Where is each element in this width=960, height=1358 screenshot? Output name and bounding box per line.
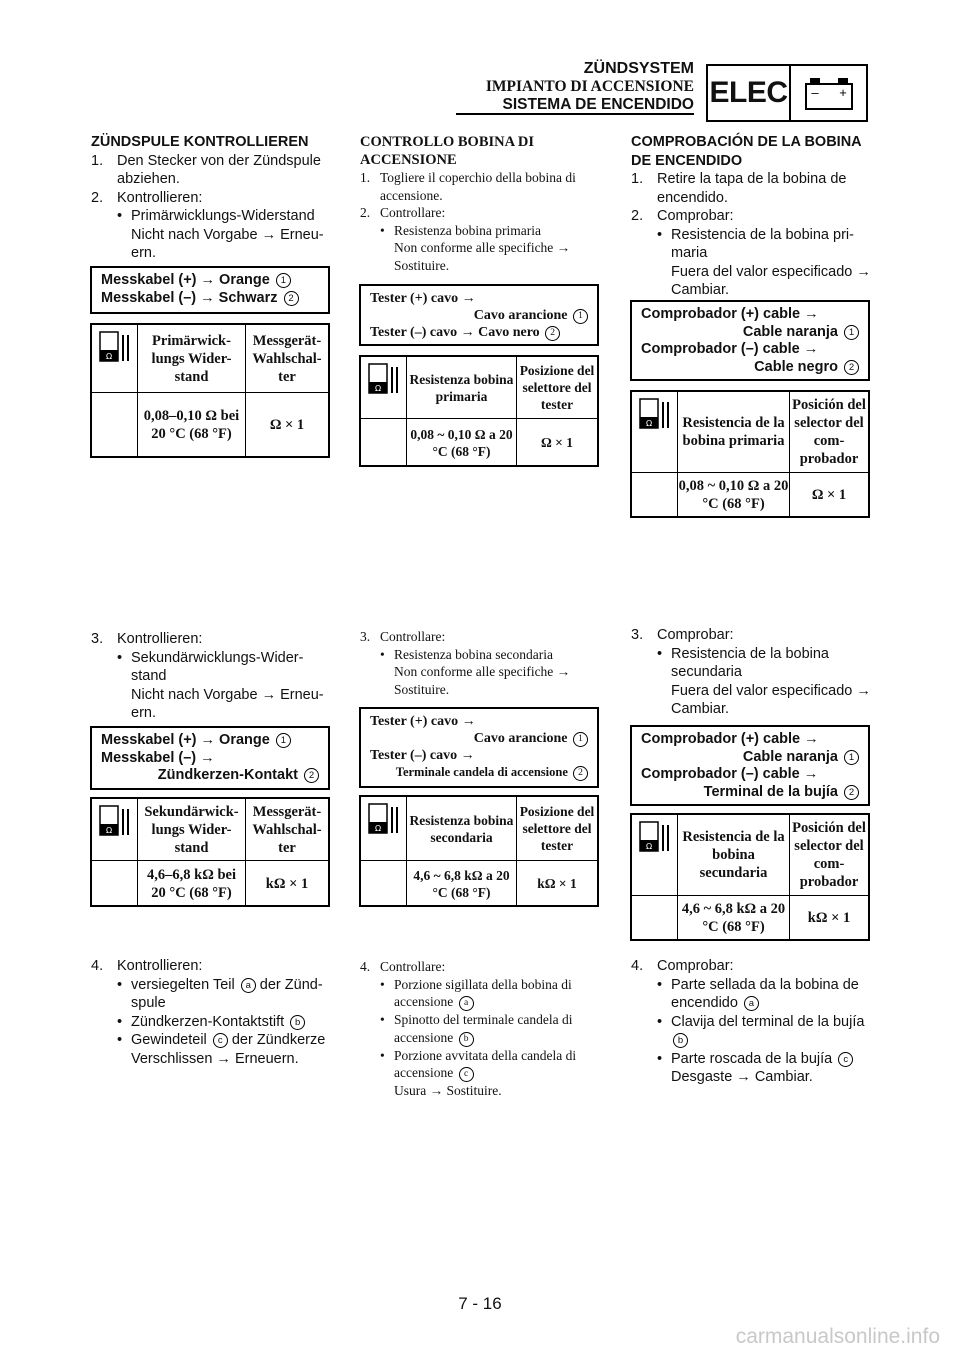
es-t1-header-1: Resistencia de la bobina primaria xyxy=(678,392,790,472)
es-step-2: Comprobar: xyxy=(657,208,734,224)
es-spec-table-1 xyxy=(630,390,870,518)
de-step-3-item: Sekundärwicklungs-Wider-stand xyxy=(131,649,304,684)
it-connection-box-1: Tester (+) cavo → Cavo arancione 1 Tester (–) cavo → Cavo nero 2 xyxy=(359,284,599,346)
it-step-3-item: Resistenza bobina secondaria xyxy=(394,646,553,662)
de-step-4-note: Verschlissen → Erneuern. xyxy=(131,1050,299,1067)
it-step-2-note: Non conforme alle specifiche → Sostituire. xyxy=(394,240,571,273)
es-title: COMPROBACIÓN DE LA BOBINA DE ENCENDIDO xyxy=(631,134,862,169)
it-step-3: Controllare: xyxy=(380,629,446,644)
it-title: CONTROLLO BOBINA DI ACCENSIONE xyxy=(360,134,535,168)
de-step-1: Den Stecker von der Zündspule abziehen. xyxy=(117,152,321,187)
battery-icon xyxy=(800,75,858,111)
section-badge xyxy=(706,64,868,122)
it-t2-header-2: Posizione del selettore del tester xyxy=(519,804,595,853)
de-step-2: Kontrollieren: xyxy=(117,189,203,206)
de-section-4: 4. Kontrollieren: • versiegelten Teil a der Zünd-spule • Zündkerzen-Kontaktstift b • Gewindeteil c der Zündkerze Verschlissen → Erneuern. xyxy=(91,957,331,1068)
es-step-4-item-2: Clavija del terminal de la bujía b xyxy=(671,1013,865,1046)
it-step-4: Controllare: xyxy=(380,959,446,974)
multimeter-icon xyxy=(639,398,671,430)
es-step-4: Comprobar: xyxy=(657,958,734,974)
it-section-4: 4. Controllare: • Porzione sigillata della bobina di accensione a • Spinotto del terminale candela di accensione b • Porzione avvitata della candela di accensione c Usura → Sostituire. xyxy=(360,958,600,1100)
svg-text:Ω: Ω xyxy=(645,419,652,428)
es-t2-header-1: Resistencia de la bobina secundaria xyxy=(678,815,790,895)
battery-minus: – xyxy=(810,85,819,100)
it-t1-header-2: Posizione del selettore del tester xyxy=(519,363,595,412)
es-t2-value-1: 4,6 ~ 6,8 kΩ a 20 °C (68 °F) xyxy=(678,896,790,940)
de-step-4-item-3: Gewindeteil c der Zündkerze xyxy=(131,1032,326,1048)
es-step-3: Comprobar: xyxy=(657,627,734,643)
watermark[interactable]: carmanualsonline.info xyxy=(735,1325,940,1348)
es-section-1: COMPROBACIÓN DE LA BOBINA DE ENCENDIDO 1. Retire la tapa de la bobina de encendido. 2. Comprobar: • Resistencia de la bobina pri-maria Fuera del valor especificado → Cambiar. xyxy=(631,134,871,298)
it-step-4-item-2: Spinotto del terminale candela di accensione b xyxy=(394,1012,573,1045)
es-t1-value-1: 0,08 ~ 0,10 Ω a 20 °C (68 °F) xyxy=(678,473,790,517)
es-step-4-item-3: Parte roscada de la bujía c xyxy=(671,1050,853,1069)
de-t1-value-2: Ω × 1 xyxy=(269,417,305,433)
es-step-3-item: Resistencia de la bobina secundaria xyxy=(671,645,829,680)
multimeter-icon xyxy=(99,331,131,363)
es-spec-table-2 xyxy=(630,813,870,941)
it-step-2: Controllare: xyxy=(380,205,446,220)
de-spec-table-1 xyxy=(90,323,330,458)
de-t2-value-1: 4,6–6,8 kΩ bei 20 °C (68 °F) xyxy=(138,861,246,906)
header-title-es: SISTEMA DE ENCENDIDO xyxy=(502,96,694,113)
it-spec-table-1 xyxy=(359,355,599,467)
de-t2-value-2: kΩ × 1 xyxy=(265,875,309,892)
it-connection-box-2: Tester (+) cavo → Cavo arancione 1 Tester (–) cavo → Terminale candela di accensione 2 xyxy=(359,707,599,788)
es-step-3-note: Fuera del valor especificado → Cambiar. xyxy=(671,682,871,717)
svg-text:Ω: Ω xyxy=(105,826,112,835)
de-t1-value-1: 0,08–0,10 Ω bei 20 °C (68 °F) xyxy=(138,393,246,457)
es-section-3: 3. Comprobar: • Resistencia de la bobina secundaria Fuera del valor especificado → Cambiar. xyxy=(631,627,871,717)
es-t2-value-2: kΩ × 1 xyxy=(807,910,851,926)
header-title-de: ZÜNDSYSTEM xyxy=(583,60,694,77)
it-step-4-item-3: Porzione avvitata della candela di accensione c xyxy=(394,1047,577,1080)
es-step-4-note: Desgaste → Cambiar. xyxy=(671,1069,813,1085)
de-title: ZÜNDSPULE KONTROLLIEREN xyxy=(91,134,309,150)
it-section-1: CONTROLLO BOBINA DI ACCENSIONE 1. Togliere il coperchio della bobina di accensione. 2. Controllare: • Resistenza bobina primaria Non conforme alle specifiche → Sostituire. xyxy=(360,133,600,274)
it-t1-header-1: Resistenza bobina primaria xyxy=(407,357,517,418)
it-step-4-note: Usura → Sostituire. xyxy=(394,1083,502,1098)
de-t2-header-1: Sekundärwick-lungs Wider-stand xyxy=(138,799,246,860)
it-step-4-item-1: Porzione sigillata della bobina di accensione a xyxy=(394,976,572,1009)
es-step-4-item-1: Parte sellada da la bobina de encendido a xyxy=(671,976,859,1011)
it-step-1: Togliere il coperchio della bobina di accensione. xyxy=(380,170,576,203)
de-step-4: Kontrollieren: xyxy=(117,958,203,974)
multimeter-icon xyxy=(99,805,131,837)
header-title-it: IMPIANTO DI ACCENSIONE xyxy=(485,78,694,95)
de-connection-box-1: Messkabel (+) → Orange 1 Messkabel (–) → Schwarz 2 xyxy=(90,266,330,314)
de-t1-header-2: Messgerät-Wahlschal-ter xyxy=(252,332,322,385)
de-t1-header-1: Primärwick-lungs Wider-stand xyxy=(138,325,246,392)
svg-text:Ω: Ω xyxy=(645,842,652,851)
de-step-4-item-1: versiegelten Teil a der Zünd-spule xyxy=(131,976,323,1011)
es-t1-header-2: Posición del selector del com-probador xyxy=(792,397,866,467)
es-t1-value-2: Ω × 1 xyxy=(811,487,847,503)
de-step-3-note: Nicht nach Vorgabe → Erneu-ern. xyxy=(131,686,324,721)
multimeter-icon xyxy=(368,803,400,835)
es-connection-box-1: Comprobador (+) cable → Cable naranja 1 Comprobador (–) cable → Cable negro 2 xyxy=(630,300,870,381)
de-section-1: ZÜNDSPULE KONTROLLIEREN 1. Den Stecker von der Zündspule abziehen. 2. Kontrollieren: • Primärwicklungs-Widerstand Nicht nach Vorgabe → Erneu-ern. xyxy=(91,133,331,263)
de-step-3: Kontrollieren: xyxy=(117,631,203,647)
it-t2-header-1: Resistenza bobina secondaria xyxy=(407,797,517,860)
it-t1-value-1: 0,08 ~ 0,10 Ω a 20 °C (68 °F) xyxy=(407,419,517,466)
de-section-3: 3. Kontrollieren: • Sekundärwicklungs-Wider-stand Nicht nach Vorgabe → Erneu-ern. xyxy=(91,630,331,723)
page-header xyxy=(486,60,694,114)
es-step-2-item: Resistencia de la bobina pri-maria xyxy=(671,226,854,261)
it-t2-value-2: kΩ × 1 xyxy=(537,876,577,891)
elec-label: ELEC xyxy=(709,76,788,109)
svg-text:Ω: Ω xyxy=(374,824,381,833)
de-step-4-item-2: Zündkerzen-Kontaktstift b xyxy=(131,1013,305,1032)
es-step-1: Retire la tapa de la bobina de encendido. xyxy=(657,171,847,206)
battery-plus: + xyxy=(838,85,847,100)
multimeter-icon xyxy=(639,821,671,853)
it-step-3-note: Non conforme alle specifiche → Sostituire. xyxy=(394,664,571,697)
de-t2-header-2: Messgerät-Wahlschal-ter xyxy=(252,803,322,856)
it-t2-value-1: 4,6 ~ 6,8 kΩ a 20 °C (68 °F) xyxy=(407,861,517,906)
svg-text:Ω: Ω xyxy=(374,384,381,393)
de-connection-box-2: Messkabel (+) → Orange 1 Messkabel (–) → Zündkerzen-Kontakt 2 xyxy=(90,726,330,790)
svg-text:Ω: Ω xyxy=(105,352,112,361)
de-step-2-note: Nicht nach Vorgabe → Erneu-ern. xyxy=(131,226,324,261)
multimeter-icon xyxy=(368,363,400,395)
de-spec-table-2 xyxy=(90,797,330,907)
es-step-2-note: Fuera del valor especificado → Cambiar. xyxy=(671,263,871,298)
it-t1-value-2: Ω × 1 xyxy=(540,435,573,450)
it-spec-table-2 xyxy=(359,795,599,907)
de-step-2-item: Primärwicklungs-Widerstand xyxy=(131,208,315,224)
it-section-3: 3. Controllare: • Resistenza bobina secondaria Non conforme alle specifiche → Sostituire. xyxy=(360,628,600,698)
header-rule xyxy=(456,113,694,115)
page-number: 7 - 16 xyxy=(458,1294,502,1313)
it-step-2-item: Resistenza bobina primaria xyxy=(394,222,541,238)
es-connection-box-2: Comprobador (+) cable → Cable naranja 1 Comprobador (–) cable → Terminal de la bujía 2 xyxy=(630,725,870,806)
es-t2-header-2: Posición del selector del com-probador xyxy=(792,820,866,890)
es-section-4: 4. Comprobar: • Parte sellada da la bobina de encendido a • Clavija del terminal de la bujía b • Parte roscada de la bujía c Desgaste → Cambiar. xyxy=(631,957,871,1087)
